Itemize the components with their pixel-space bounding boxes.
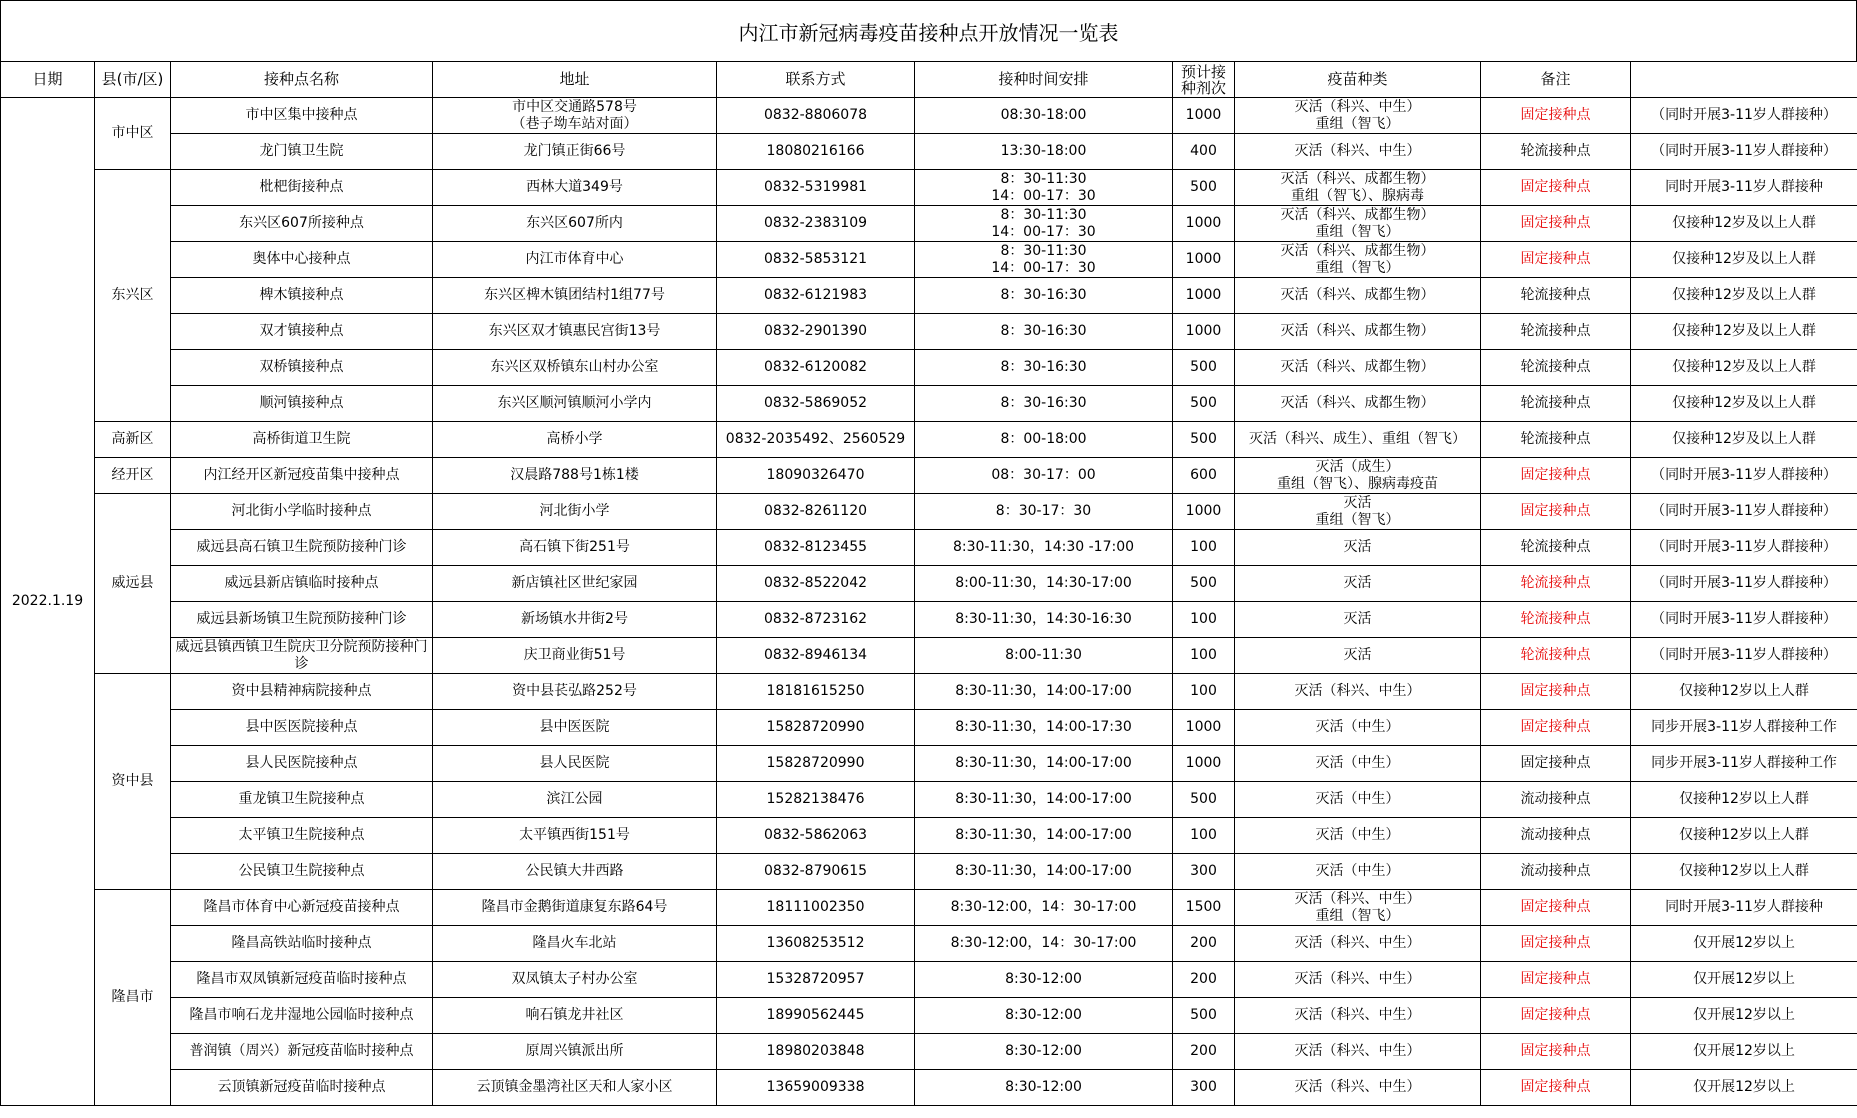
site-type: 固定接种点	[1481, 494, 1631, 530]
site-type: 轮流接种点	[1481, 314, 1631, 350]
vaccine-type: 灭活 重组（智飞）	[1235, 494, 1481, 530]
site-type: 固定接种点	[1481, 998, 1631, 1034]
remark-note: 同时开展3-11岁人群接种	[1631, 170, 1857, 206]
header-row	[1, 62, 1857, 98]
remark-note: 仅接种12岁及以上人群	[1631, 278, 1857, 314]
contact-phone: 0832-5862063	[717, 818, 915, 854]
vaccine-type: 灭活（科兴、成都生物）	[1235, 278, 1481, 314]
site-type: 流动接种点	[1481, 854, 1631, 890]
site-type: 流动接种点	[1481, 782, 1631, 818]
schedule-time: 08：30-17：00	[915, 458, 1173, 494]
site-type: 轮流接种点	[1481, 350, 1631, 386]
site-name: 双桥镇接种点	[171, 350, 433, 386]
site-name: 内江经开区新冠疫苗集中接种点	[171, 458, 433, 494]
header-doses: 预计接种剂次	[1173, 62, 1235, 98]
site-name: 云顶镇新冠疫苗临时接种点	[171, 1070, 433, 1106]
vaccine-type: 灭活（中生）	[1235, 782, 1481, 818]
address: 公民镇大井西路	[433, 854, 717, 890]
site-name: 隆昌高铁站临时接种点	[171, 926, 433, 962]
site-name: 椑木镇接种点	[171, 278, 433, 314]
dose-count: 500	[1173, 422, 1235, 458]
vaccine-type: 灭活（科兴、中生）	[1235, 1034, 1481, 1070]
remark-note: 同步开展3-11岁人群接种工作	[1631, 746, 1857, 782]
site-type: 固定接种点	[1481, 206, 1631, 242]
address: 新场镇水井街2号	[433, 602, 717, 638]
table-row	[1, 1070, 1857, 1106]
vaccine-type: 灭活（中生）	[1235, 746, 1481, 782]
header-vaccine-type: 疫苗种类	[1235, 62, 1481, 98]
table-row	[1, 998, 1857, 1034]
remark-note: 仅开展12岁以上	[1631, 962, 1857, 998]
table-row	[1, 890, 1857, 926]
vaccine-type: 灭活	[1235, 530, 1481, 566]
contact-phone: 0832-8790615	[717, 854, 915, 890]
remark-note: 仅接种12岁以上人群	[1631, 674, 1857, 710]
schedule-time: 8:30-12:00	[915, 1070, 1173, 1106]
address: 响石镇龙井社区	[433, 998, 717, 1034]
address: 内江市体育中心	[433, 242, 717, 278]
vaccine-type: 灭活（中生）	[1235, 854, 1481, 890]
site-name: 东兴区607所接种点	[171, 206, 433, 242]
site-name: 重龙镇卫生院接种点	[171, 782, 433, 818]
remark-note: （同时开展3-11岁人群接种）	[1631, 530, 1857, 566]
dose-count: 200	[1173, 1034, 1235, 1070]
remark-note: 仅接种12岁及以上人群	[1631, 206, 1857, 242]
remark-note: 仅接种12岁及以上人群	[1631, 314, 1857, 350]
table-row	[1, 242, 1857, 278]
site-name: 县人民医院接种点	[171, 746, 433, 782]
schedule-time: 08:30-18:00	[915, 98, 1173, 134]
address: 隆昌火车北站	[433, 926, 717, 962]
table-row	[1, 962, 1857, 998]
dose-count: 1000	[1173, 710, 1235, 746]
contact-phone: 0832-8806078	[717, 98, 915, 134]
site-name: 隆昌市响石龙井湿地公园临时接种点	[171, 998, 433, 1034]
dose-count: 1000	[1173, 98, 1235, 134]
site-type: 固定接种点	[1481, 710, 1631, 746]
table-row	[1, 638, 1857, 674]
remark-note: 仅开展12岁以上	[1631, 1070, 1857, 1106]
contact-phone: 0832-8946134	[717, 638, 915, 674]
vaccine-type: 灭活（科兴、成都生物） 重组（智飞）	[1235, 206, 1481, 242]
site-name: 高桥街道卫生院	[171, 422, 433, 458]
schedule-time: 8：30-16:30	[915, 314, 1173, 350]
remark-note: 仅接种12岁及以上人群	[1631, 386, 1857, 422]
remark-note: 同时开展3-11岁人群接种	[1631, 890, 1857, 926]
address: 县人民医院	[433, 746, 717, 782]
dose-count: 100	[1173, 530, 1235, 566]
schedule-time: 8:30-11:30，14:00-17:00	[915, 674, 1173, 710]
remark-note: 同步开展3-11岁人群接种工作	[1631, 710, 1857, 746]
dose-count: 500	[1173, 782, 1235, 818]
address: 汉晨路788号1栋1楼	[433, 458, 717, 494]
header-contact: 联系方式	[717, 62, 915, 98]
site-name: 威远县新店镇临时接种点	[171, 566, 433, 602]
schedule-time: 8:30-11:30，14:30 -17:00	[915, 530, 1173, 566]
address: 市中区交通路578号 （巷子坳车站对面）	[433, 98, 717, 134]
vaccine-type: 灭活（科兴、成都生物） 重组（智飞）、腺病毒	[1235, 170, 1481, 206]
remark-note: （同时开展3-11岁人群接种）	[1631, 566, 1857, 602]
dose-count: 100	[1173, 638, 1235, 674]
table-row	[1, 746, 1857, 782]
address: 高石镇下街251号	[433, 530, 717, 566]
table-row	[1, 278, 1857, 314]
schedule-time: 8：30-16:30	[915, 386, 1173, 422]
site-name: 河北街小学临时接种点	[171, 494, 433, 530]
address: 龙门镇正街66号	[433, 134, 717, 170]
address: 滨江公园	[433, 782, 717, 818]
contact-phone: 0832-8522042	[717, 566, 915, 602]
contact-phone: 0832-2901390	[717, 314, 915, 350]
table-row	[1, 926, 1857, 962]
table-row	[1, 674, 1857, 710]
dose-count: 300	[1173, 1070, 1235, 1106]
site-name: 威远县镇西镇卫生院庆卫分院预防接种门诊	[171, 638, 433, 674]
header-date: 日期	[1, 62, 95, 98]
schedule-time: 8:30-11:30，14:30-16:30	[915, 602, 1173, 638]
dose-count: 1000	[1173, 278, 1235, 314]
remark-note: （同时开展3-11岁人群接种）	[1631, 458, 1857, 494]
contact-phone: 18980203848	[717, 1034, 915, 1070]
vaccine-type: 灭活	[1235, 566, 1481, 602]
contact-phone: 15328720957	[717, 962, 915, 998]
contact-phone: 0832-2035492、2560529	[717, 422, 915, 458]
page-title: 内江市新冠病毒疫苗接种点开放情况一览表	[0, 0, 1857, 62]
schedule-time: 8:30-11:30，14:00-17:00	[915, 818, 1173, 854]
contact-phone: 0832-8723162	[717, 602, 915, 638]
contact-phone: 18111002350	[717, 890, 915, 926]
vaccine-type: 灭活（中生）	[1235, 818, 1481, 854]
remark-note: 仅开展12岁以上	[1631, 1034, 1857, 1070]
dose-count: 500	[1173, 170, 1235, 206]
table-row	[1, 458, 1857, 494]
site-type: 固定接种点	[1481, 962, 1631, 998]
vaccine-type: 灭活（科兴、中生）	[1235, 998, 1481, 1034]
address: 东兴区顺河镇顺河小学内	[433, 386, 717, 422]
vaccine-type: 灭活（科兴、中生） 重组（智飞）	[1235, 890, 1481, 926]
contact-phone: 0832-6121983	[717, 278, 915, 314]
vaccine-type: 灭活（科兴、中生） 重组（智飞）	[1235, 98, 1481, 134]
site-name: 公民镇卫生院接种点	[171, 854, 433, 890]
schedule-time: 8：30-11:30 14：00-17：30	[915, 170, 1173, 206]
schedule-time: 8：00-18:00	[915, 422, 1173, 458]
site-name: 隆昌市双凤镇新冠疫苗临时接种点	[171, 962, 433, 998]
schedule-time: 8:30-12:00，14：30-17:00	[915, 890, 1173, 926]
address: 太平镇西街151号	[433, 818, 717, 854]
schedule-time: 8:30-11:30，14:00-17:00	[915, 854, 1173, 890]
site-name: 县中医医院接种点	[171, 710, 433, 746]
district-cell: 隆昌市	[95, 890, 171, 1106]
vaccine-type: 灭活（科兴、中生）	[1235, 926, 1481, 962]
district-cell: 市中区	[95, 98, 171, 170]
address: 庆卫商业街51号	[433, 638, 717, 674]
schedule-time: 8：30-11:30 14：00-17：30	[915, 242, 1173, 278]
table-row	[1, 818, 1857, 854]
site-type: 轮流接种点	[1481, 134, 1631, 170]
schedule-time: 8：30-16:30	[915, 350, 1173, 386]
site-type: 固定接种点	[1481, 1034, 1631, 1070]
dose-count: 100	[1173, 602, 1235, 638]
table-row	[1, 134, 1857, 170]
vaccine-type: 灭活（科兴、中生）	[1235, 134, 1481, 170]
schedule-time: 8:30-11:30，14:00-17:00	[915, 746, 1173, 782]
site-type: 流动接种点	[1481, 818, 1631, 854]
site-name: 威远县新场镇卫生院预防接种门诊	[171, 602, 433, 638]
dose-count: 500	[1173, 386, 1235, 422]
contact-phone: 18181615250	[717, 674, 915, 710]
district-cell: 资中县	[95, 674, 171, 890]
vaccine-type: 灭活	[1235, 602, 1481, 638]
header-schedule: 接种时间安排	[915, 62, 1173, 98]
table-row	[1, 494, 1857, 530]
remark-note: 仅接种12岁以上人群	[1631, 818, 1857, 854]
address: 东兴区椑木镇团结村1组77号	[433, 278, 717, 314]
schedule-time: 13:30-18:00	[915, 134, 1173, 170]
vaccine-type: 灭活	[1235, 638, 1481, 674]
address: 隆昌市金鹅街道康复东路64号	[433, 890, 717, 926]
contact-phone: 13659009338	[717, 1070, 915, 1106]
header-notes	[1631, 62, 1857, 98]
table-row	[1, 422, 1857, 458]
dose-count: 1500	[1173, 890, 1235, 926]
address: 双凤镇太子村办公室	[433, 962, 717, 998]
district-cell: 经开区	[95, 458, 171, 494]
remark-note: 仅接种12岁以上人群	[1631, 854, 1857, 890]
header-site-name: 接种点名称	[171, 62, 433, 98]
schedule-time: 8：30-17：30	[915, 494, 1173, 530]
site-name: 普润镇（周兴）新冠疫苗临时接种点	[171, 1034, 433, 1070]
table-row	[1, 710, 1857, 746]
site-type: 固定接种点	[1481, 746, 1631, 782]
site-name: 威远县高石镇卫生院预防接种门诊	[171, 530, 433, 566]
district-cell: 高新区	[95, 422, 171, 458]
table-row	[1, 530, 1857, 566]
vaccine-type: 灭活（科兴、成生）、重组（智飞）	[1235, 422, 1481, 458]
remark-note: 仅接种12岁及以上人群	[1631, 422, 1857, 458]
address: 新店镇社区世纪家园	[433, 566, 717, 602]
dose-count: 200	[1173, 962, 1235, 998]
contact-phone: 0832-6120082	[717, 350, 915, 386]
site-name: 资中县精神病院接种点	[171, 674, 433, 710]
table-row	[1, 170, 1857, 206]
site-type: 固定接种点	[1481, 1070, 1631, 1106]
contact-phone: 0832-5319981	[717, 170, 915, 206]
contact-phone: 18990562445	[717, 998, 915, 1034]
address: 东兴区双桥镇东山村办公室	[433, 350, 717, 386]
site-type: 轮流接种点	[1481, 530, 1631, 566]
contact-phone: 0832-5869052	[717, 386, 915, 422]
site-name: 双才镇接种点	[171, 314, 433, 350]
dose-count: 1000	[1173, 206, 1235, 242]
site-type: 轮流接种点	[1481, 386, 1631, 422]
site-name: 市中区集中接种点	[171, 98, 433, 134]
schedule-time: 8：30-11:30 14：00-17：30	[915, 206, 1173, 242]
schedule-time: 8:30-12:00	[915, 962, 1173, 998]
table-row	[1, 386, 1857, 422]
dose-count: 300	[1173, 854, 1235, 890]
table-row	[1, 566, 1857, 602]
address: 东兴区双才镇惠民宫街13号	[433, 314, 717, 350]
header-district: 县(市/区)	[95, 62, 171, 98]
vaccine-type: 灭活（科兴、中生）	[1235, 962, 1481, 998]
remark-note: （同时开展3-11岁人群接种）	[1631, 602, 1857, 638]
address: 资中县苌弘路252号	[433, 674, 717, 710]
address: 原周兴镇派出所	[433, 1034, 717, 1070]
vaccination-sites-table	[0, 61, 1857, 1106]
remark-note: （同时开展3-11岁人群接种）	[1631, 638, 1857, 674]
vaccine-type: 灭活（科兴、中生）	[1235, 1070, 1481, 1106]
contact-phone: 0832-5853121	[717, 242, 915, 278]
remark-note: 仅接种12岁及以上人群	[1631, 242, 1857, 278]
district-cell: 东兴区	[95, 170, 171, 422]
site-type: 固定接种点	[1481, 890, 1631, 926]
contact-phone: 13608253512	[717, 926, 915, 962]
address: 河北街小学	[433, 494, 717, 530]
dose-count: 100	[1173, 674, 1235, 710]
site-name: 奥体中心接种点	[171, 242, 433, 278]
contact-phone: 15828720990	[717, 710, 915, 746]
dose-count: 500	[1173, 998, 1235, 1034]
table-row	[1, 782, 1857, 818]
site-name: 顺河镇接种点	[171, 386, 433, 422]
site-type: 固定接种点	[1481, 674, 1631, 710]
schedule-time: 8:30-12:00	[915, 998, 1173, 1034]
schedule-time: 8:00-11:30，14:30-17:00	[915, 566, 1173, 602]
site-type: 固定接种点	[1481, 242, 1631, 278]
table-row	[1, 350, 1857, 386]
header-address: 地址	[433, 62, 717, 98]
dose-count: 500	[1173, 566, 1235, 602]
table-row	[1, 206, 1857, 242]
schedule-time: 8:30-11:30，14:00-17:30	[915, 710, 1173, 746]
header-remark: 备注	[1481, 62, 1631, 98]
remark-note: 仅开展12岁以上	[1631, 998, 1857, 1034]
schedule-time: 8:30-11:30，14:00-17:00	[915, 782, 1173, 818]
site-type: 固定接种点	[1481, 458, 1631, 494]
contact-phone: 18080216166	[717, 134, 915, 170]
remark-note: 仅接种12岁以上人群	[1631, 782, 1857, 818]
contact-phone: 18090326470	[717, 458, 915, 494]
address: 高桥小学	[433, 422, 717, 458]
site-name: 太平镇卫生院接种点	[171, 818, 433, 854]
site-type: 固定接种点	[1481, 170, 1631, 206]
address: 县中医医院	[433, 710, 717, 746]
table-row	[1, 98, 1857, 134]
dose-count: 1000	[1173, 746, 1235, 782]
site-type: 轮流接种点	[1481, 566, 1631, 602]
site-type: 轮流接种点	[1481, 602, 1631, 638]
table-row	[1, 602, 1857, 638]
remark-note: （同时开展3-11岁人群接种）	[1631, 98, 1857, 134]
remark-note: （同时开展3-11岁人群接种）	[1631, 134, 1857, 170]
remark-note: （同时开展3-11岁人群接种）	[1631, 494, 1857, 530]
contact-phone: 0832-8123455	[717, 530, 915, 566]
dose-count: 400	[1173, 134, 1235, 170]
vaccine-type: 灭活（科兴、中生）	[1235, 674, 1481, 710]
contact-phone: 0832-8261120	[717, 494, 915, 530]
contact-phone: 15828720990	[717, 746, 915, 782]
vaccine-type: 灭活（科兴、成都生物）	[1235, 386, 1481, 422]
dose-count: 100	[1173, 818, 1235, 854]
site-type: 轮流接种点	[1481, 638, 1631, 674]
site-name: 隆昌市体育中心新冠疫苗接种点	[171, 890, 433, 926]
table-row	[1, 1034, 1857, 1070]
site-type: 轮流接种点	[1481, 422, 1631, 458]
site-type: 固定接种点	[1481, 926, 1631, 962]
schedule-time: 8:00-11:30	[915, 638, 1173, 674]
site-type: 固定接种点	[1481, 98, 1631, 134]
vaccine-type: 灭活（科兴、成都生物）	[1235, 350, 1481, 386]
dose-count: 1000	[1173, 494, 1235, 530]
vaccine-type: 灭活（科兴、成都生物） 重组（智飞）	[1235, 242, 1481, 278]
schedule-time: 8:30-12:00，14：30-17:00	[915, 926, 1173, 962]
dose-count: 500	[1173, 350, 1235, 386]
district-cell: 威远县	[95, 494, 171, 674]
address: 西林大道349号	[433, 170, 717, 206]
table-row	[1, 314, 1857, 350]
schedule-time: 8:30-12:00	[915, 1034, 1173, 1070]
dose-count: 200	[1173, 926, 1235, 962]
address: 东兴区607所内	[433, 206, 717, 242]
dose-count: 1000	[1173, 242, 1235, 278]
table-row	[1, 854, 1857, 890]
remark-note: 仅开展12岁以上	[1631, 926, 1857, 962]
contact-phone: 0832-2383109	[717, 206, 915, 242]
vaccine-type: 灭活（成生） 重组（智飞）、腺病毒疫苗	[1235, 458, 1481, 494]
contact-phone: 15282138476	[717, 782, 915, 818]
site-name: 龙门镇卫生院	[171, 134, 433, 170]
dose-count: 1000	[1173, 314, 1235, 350]
vaccine-type: 灭活（科兴、成都生物）	[1235, 314, 1481, 350]
dose-count: 600	[1173, 458, 1235, 494]
address: 云顶镇金墨湾社区天和人家小区	[433, 1070, 717, 1106]
site-type: 轮流接种点	[1481, 278, 1631, 314]
site-name: 枇杷街接种点	[171, 170, 433, 206]
date-cell: 2022.1.19	[1, 98, 95, 1106]
vaccine-type: 灭活（中生）	[1235, 710, 1481, 746]
schedule-time: 8：30-16:30	[915, 278, 1173, 314]
remark-note: 仅接种12岁及以上人群	[1631, 350, 1857, 386]
